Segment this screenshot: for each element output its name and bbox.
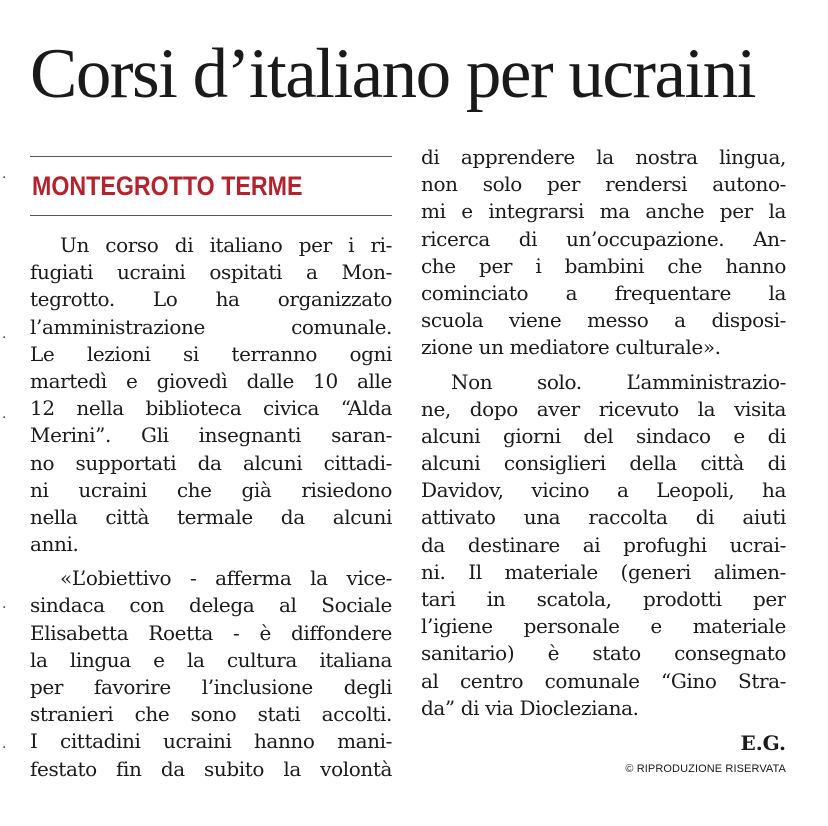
author-signature: E.G.: [740, 730, 786, 755]
text-line: nella città termale da alcuni: [30, 504, 392, 529]
text-line: alcuni consiglieri della città di: [421, 451, 786, 476]
text-line: Merini”. Gli insegnanti saran-: [30, 423, 392, 448]
kicker-location: MONTEGROTTO TERME: [32, 171, 303, 201]
right-column-text: [421, 144, 786, 722]
text-line: alcuni giorni del sindaco e di: [421, 423, 786, 448]
text-line: cominciato a frequentare la: [421, 280, 786, 305]
text-line: sanitario) è stato consegnato: [421, 641, 786, 666]
text-line: ni. Il materiale (generi alimen-: [421, 559, 786, 584]
text-line: Davidov, vicino a Leopoli, ha: [421, 478, 786, 503]
text-line: ne, dopo aver ricevuto la visita: [421, 396, 786, 421]
text-line: mi e integrarsi ma anche per la: [421, 199, 786, 224]
text-line: martedì e giovedì dalle 10 alle: [30, 368, 392, 393]
adjacent-article-edge: · · · · ·: [2, 170, 7, 756]
right-column: [421, 144, 786, 776]
text-line: no supportati da alcuni cittadi-: [30, 450, 392, 475]
text-line: scuola viene messo a disposi-: [421, 308, 786, 333]
paragraph-gap: [30, 558, 392, 565]
text-line: anni.: [30, 532, 79, 557]
text-line: che per i bambini che hanno: [421, 253, 786, 278]
text-line: non solo per rendersi autono-: [421, 172, 786, 197]
text-line: I cittadini ucraini hanno mani-: [30, 729, 392, 754]
kicker-top-rule: [30, 156, 392, 157]
text-line: la lingua e la cultura italiana: [30, 647, 392, 672]
text-line: attivato una raccolta di aiuti: [421, 505, 786, 530]
text-line: stranieri che sono stati accolti.: [30, 702, 392, 727]
text-line: «L’obiettivo - afferma la vice-: [60, 566, 392, 591]
text-line: da” di via Diocleziana.: [421, 695, 639, 720]
text-line: festato fin da subito la volontà: [30, 756, 392, 781]
text-line: ricerca di un’occupazione. An-: [421, 226, 786, 251]
text-line: fugiati ucraini ospitati a Mon-: [30, 260, 392, 285]
text-line: sindaca con delega al Sociale: [30, 593, 392, 618]
text-line: Le lezioni si terranno ogni: [30, 341, 392, 366]
text-line: l’igiene personale e materiale: [421, 614, 786, 639]
text-line: zione un mediatore culturale».: [421, 335, 721, 360]
left-column: [30, 156, 392, 783]
left-column-text: [30, 232, 392, 783]
headline: Corsi d’italiano per ucraini: [30, 35, 755, 113]
copyright-notice: © RIPRODUZIONE RISERVATA: [625, 762, 786, 775]
kicker-bottom-rule: [30, 215, 392, 216]
text-line: al centro comunale “Gino Stra-: [421, 668, 786, 693]
text-line: ni ucraini che già risiedono: [30, 477, 392, 502]
paragraph-gap: [421, 362, 786, 369]
text-line: Non solo. L’amministrazio-: [451, 369, 786, 394]
text-line: Un corso di italiano per i ri-: [60, 233, 392, 257]
text-line: da destinare ai profughi ucrai-: [421, 532, 786, 557]
text-line: per favorire l’inclusione degli: [30, 675, 392, 699]
text-line: 12 nella biblioteca civica “Alda: [30, 396, 392, 421]
text-line: tari in scatola, prodotti per: [421, 587, 786, 611]
text-line: tegrotto. Lo ha organizzato: [30, 287, 392, 312]
text-line: Elisabetta Roetta - è diffondere: [30, 620, 392, 645]
text-line: di apprendere la nostra lingua,: [421, 145, 786, 169]
text-line: l’amministrazione comunale.: [30, 314, 392, 339]
